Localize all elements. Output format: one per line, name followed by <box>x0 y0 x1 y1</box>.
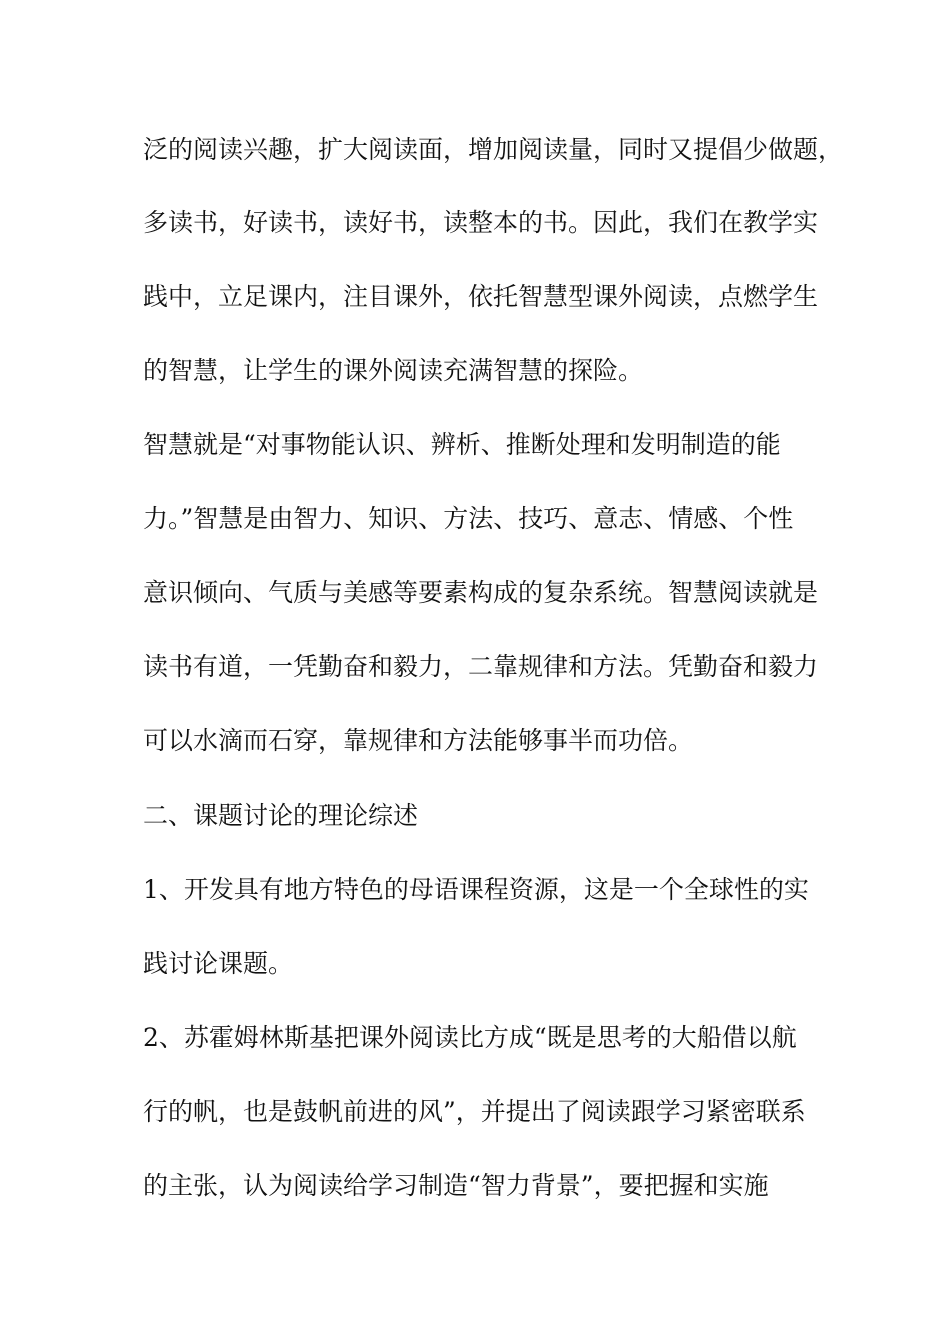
text-line: 行的帆，也是鼓帆前进的风”，并提出了阅读跟学习紧密联系 <box>143 1097 806 1126</box>
list-item-text: 1、开发具有地方特色的母语课程资源，这是一个全球性的实 <box>143 875 809 904</box>
text-line: 践讨论课题。 <box>143 949 294 978</box>
text-line: 智慧就是“对事物能认识、辨析、推断处理和发明制造的能 <box>143 430 781 459</box>
section-heading: 二、课题讨论的理论综述 <box>143 801 419 830</box>
text-line: 力。”智慧是由智力、知识、方法、技巧、意志、情感、个性 <box>143 504 794 533</box>
text-line: 践中，立足课内，注目课外，依托智慧型课外阅读，点燃学生 <box>143 282 819 311</box>
text-line: 可以水滴而石穿，靠规律和方法能够事半而功倍。 <box>143 726 694 755</box>
text-line: 的主张，认为阅读给学习制造“智力背景”，要把握和实施 <box>143 1171 769 1200</box>
text-line: 读书有道，一凭勤奋和毅力，二靠规律和方法。凭勤奋和毅力 <box>143 652 819 681</box>
text-line: 的智慧，让学生的课外阅读充满智慧的探险。 <box>143 356 644 385</box>
text-line: 意识倾向、气质与美感等要素构成的复杂系统。智慧阅读就是 <box>143 578 819 607</box>
text-line: 泛的阅读兴趣，扩大阅读面，增加阅读量，同时又提倡少做题， <box>143 135 844 164</box>
text-line: 多读书，好读书，读好书，读整本的书。因此，我们在教学实 <box>143 208 819 237</box>
list-item-text: 2、苏霍姆林斯基把课外阅读比方成“既是思考的大船借以航 <box>143 1023 797 1052</box>
